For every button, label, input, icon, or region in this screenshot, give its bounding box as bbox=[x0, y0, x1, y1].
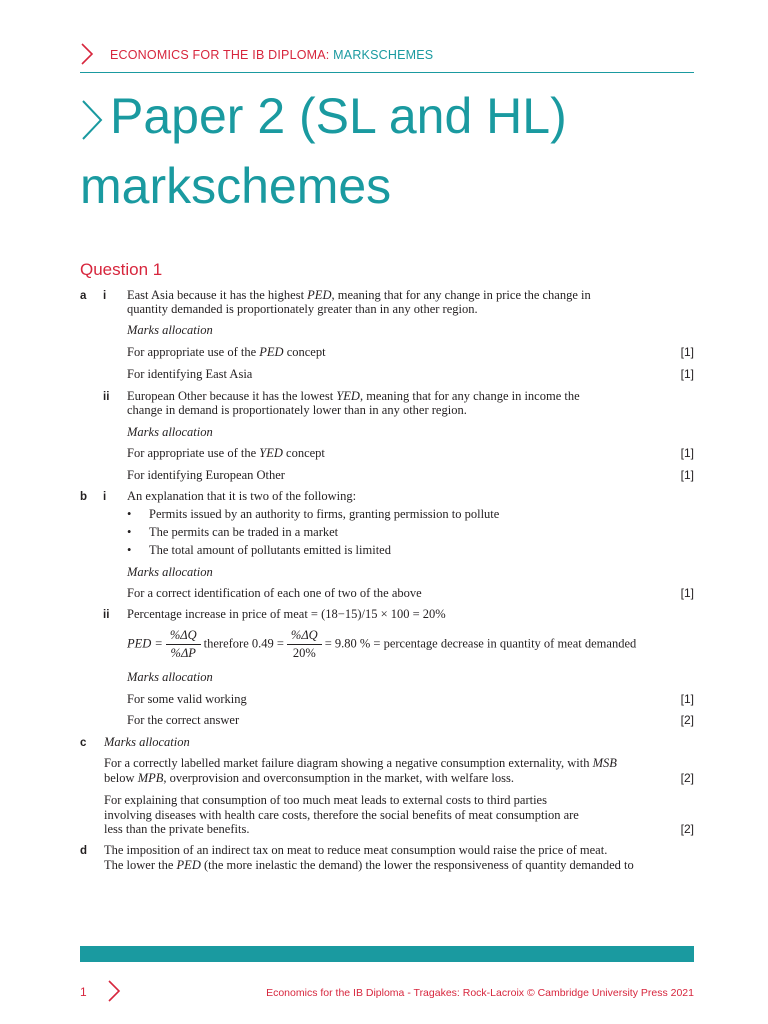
mark-criterion: For some valid working bbox=[127, 692, 247, 706]
mark-criterion: For identifying European Other bbox=[127, 468, 285, 482]
fraction-denominator: %ΔP bbox=[170, 646, 196, 660]
title-line-1: Paper 2 (SL and HL) bbox=[110, 88, 567, 144]
mark-value: [2] bbox=[680, 771, 694, 785]
mark-value: [1] bbox=[680, 446, 694, 460]
mark-value: [2] bbox=[680, 822, 694, 836]
fraction bbox=[287, 628, 322, 661]
answer-text: East Asia because it has the highest PED, meaning that for any change in price the change in bbox=[127, 288, 591, 302]
chevron-right-icon bbox=[80, 43, 94, 70]
section-name: MARKSCHEMES bbox=[333, 48, 434, 62]
mark-criterion: involving diseases with health care costs, therefore the social benefits of meat consumption are bbox=[104, 808, 579, 822]
title-line-2: markschemes bbox=[80, 158, 392, 214]
page-title bbox=[80, 85, 700, 217]
answer-text: European Other because it has the lowest YED, meaning that for any change in income the bbox=[127, 389, 580, 403]
fraction-numerator: %ΔQ bbox=[287, 628, 322, 645]
page-number: 1 bbox=[80, 985, 87, 999]
header-text bbox=[110, 48, 433, 62]
answer-text: The imposition of an indirect tax on meat to reduce meat consumption would raise the price of meat. bbox=[104, 843, 608, 857]
marks-allocation-heading: Marks allocation bbox=[104, 735, 190, 749]
mark-value: [1] bbox=[680, 345, 694, 359]
mark-value: [2] bbox=[680, 713, 694, 727]
mark-criterion: below MPB, overprovision and overconsumption in the market, with welfare loss. bbox=[104, 771, 514, 785]
chevron-right-icon bbox=[80, 93, 104, 155]
part-label-b: b bbox=[80, 491, 88, 503]
mark-criterion: For explaining that consumption of too much meat leads to external costs to third parties bbox=[104, 793, 547, 807]
formula-rhs: = 9.80 % = percentage decrease in quantity of meat demanded bbox=[324, 636, 637, 651]
marks-allocation-heading: Marks allocation bbox=[127, 323, 213, 337]
ped-formula bbox=[127, 628, 636, 661]
list-item: Permits issued by an authority to firms, granting permission to pollute bbox=[149, 507, 500, 521]
mark-criterion: For the correct answer bbox=[127, 713, 240, 727]
list-item: The permits can be traded in a market bbox=[149, 525, 339, 539]
part-label-c: c bbox=[80, 737, 87, 749]
mark-criterion: For appropriate use of the YED concept bbox=[127, 446, 325, 460]
marks-allocation-heading: Marks allocation bbox=[127, 670, 213, 684]
formula-mid: therefore 0.49 = bbox=[203, 636, 284, 651]
subpart-label-i: i bbox=[103, 491, 107, 503]
mark-criterion: For appropriate use of the PED concept bbox=[127, 345, 326, 359]
footer-credit: Economics for the IB Diploma - Tragakes: Rock-Lacroix © Cambridge University Press 2021 bbox=[266, 987, 694, 999]
chevron-right-icon bbox=[107, 980, 121, 1007]
mark-value: [1] bbox=[680, 586, 694, 600]
bullet-icon: • bbox=[127, 525, 132, 539]
answer-text: An explanation that it is two of the following: bbox=[127, 489, 357, 503]
marks-allocation-heading: Marks allocation bbox=[127, 565, 213, 579]
list-item: The total amount of pollutants emitted is limited bbox=[149, 543, 391, 557]
question-heading: Question 1 bbox=[80, 260, 163, 279]
part-label-d: d bbox=[80, 845, 88, 857]
book-title: ECONOMICS FOR THE IB DIPLOMA: bbox=[110, 48, 330, 62]
subpart-label-ii: ii bbox=[103, 609, 110, 621]
mark-value: [1] bbox=[680, 692, 694, 706]
answer-text: The lower the PED (the more inelastic the demand) the lower the responsiveness of quantity demanded to bbox=[104, 858, 634, 872]
fraction bbox=[166, 628, 201, 661]
mark-criterion: For a correct identification of each one of two of the above bbox=[127, 586, 422, 600]
subpart-label-ii: ii bbox=[103, 391, 110, 403]
answer-text: Percentage increase in price of meat = (18−15)/15 × 100 = 20% bbox=[127, 607, 446, 621]
footer-bar bbox=[80, 946, 694, 962]
bullet-icon: • bbox=[127, 507, 132, 521]
mark-value: [1] bbox=[680, 468, 694, 482]
fraction-numerator: %ΔQ bbox=[166, 628, 201, 645]
bullet-icon: • bbox=[127, 543, 132, 557]
formula-lhs: PED = bbox=[127, 636, 163, 651]
fraction-denominator: 20% bbox=[292, 646, 316, 660]
subpart-label-i: i bbox=[103, 290, 107, 302]
running-header bbox=[80, 40, 694, 73]
mark-criterion: less than the private benefits. bbox=[104, 822, 250, 836]
mark-value: [1] bbox=[680, 367, 694, 381]
mark-criterion: For a correctly labelled market failure diagram showing a negative consumption externality, with MSB bbox=[104, 756, 617, 770]
answer-text: change in demand is proportionately lower than in any other region. bbox=[127, 403, 467, 417]
answer-text: quantity demanded is proportionately greater than in any other region. bbox=[127, 302, 478, 316]
marks-allocation-heading: Marks allocation bbox=[127, 425, 213, 439]
mark-criterion: For identifying East Asia bbox=[127, 367, 253, 381]
part-label-a: a bbox=[80, 290, 87, 302]
